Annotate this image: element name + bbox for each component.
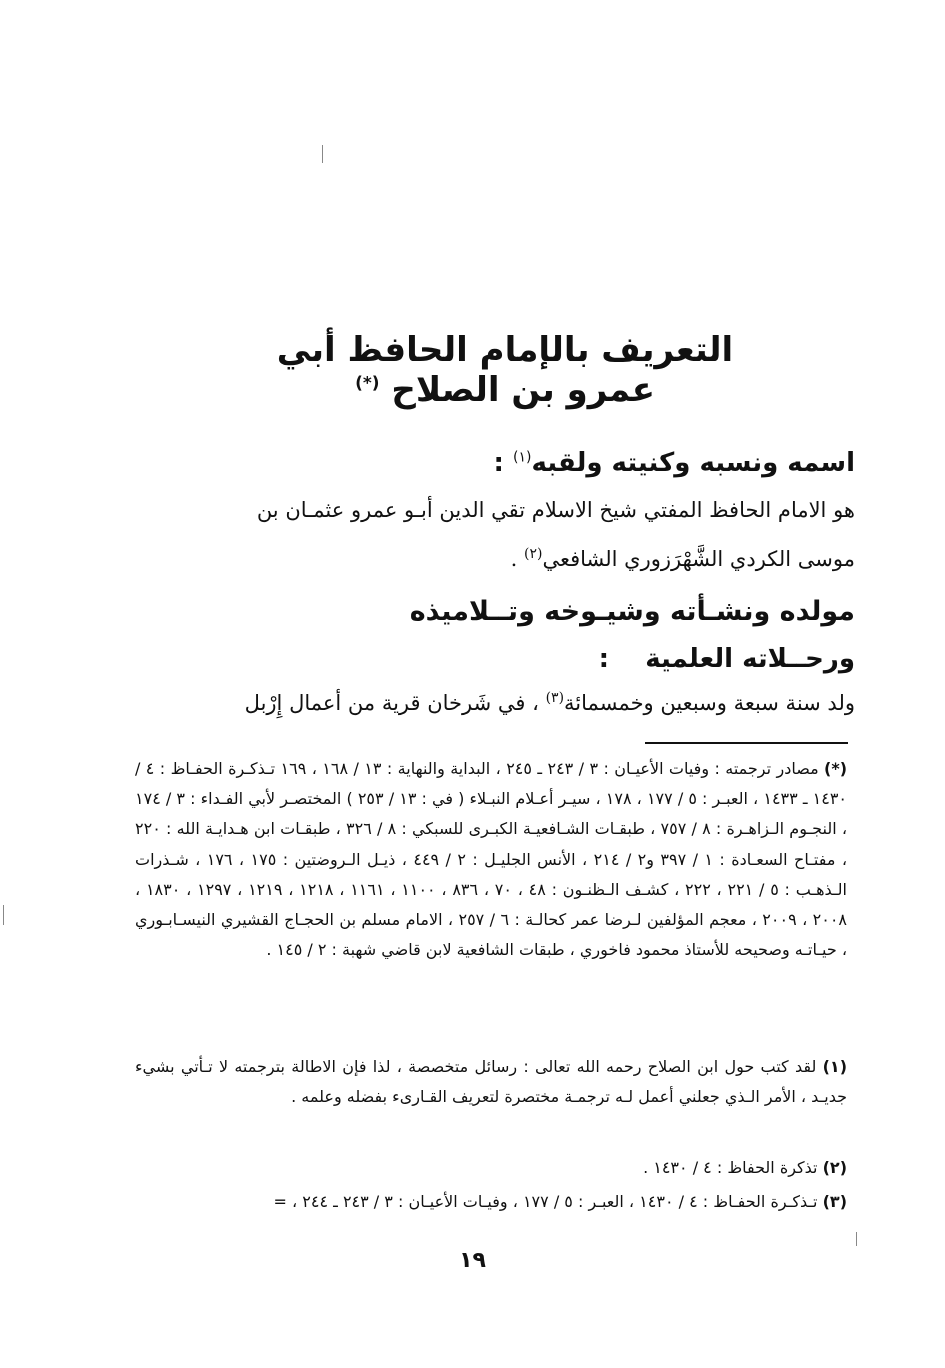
- footnote-marker: (٢): [822, 1158, 847, 1177]
- section-heading-name: [494, 448, 855, 478]
- heading-text: ورحــلاته العلمية: [645, 644, 855, 674]
- line-text: ، في شَرخان قرية من أعمال إِرْبل: [244, 691, 539, 715]
- section-heading-birth-continued: [599, 644, 855, 674]
- footnote-marker: (*): [824, 759, 848, 778]
- footnote-marker: (١): [822, 1057, 847, 1076]
- footnote-ref: (٢): [523, 546, 543, 562]
- footnote-text: لقد كتب حول ابن الصلاح رحمه الله تعالى : رسائل متخصصة ، لذا فإن الاطالة بترجمته لا تـأتي بشيء جديـد ، الأمر الـذي جعلني أعمل لـه ترجمـة مختصرة لتعريف القـارىء بفضله وعلمه .: [135, 1057, 847, 1107]
- line-text: ولد سنة سبعة وسبعين وخمسمائة: [564, 691, 855, 715]
- footnote-text: تذكرة الحفاظ : ٤ / ١٤٣٠ .: [643, 1158, 818, 1177]
- footnote-divider: [645, 742, 848, 744]
- heading-text: اسمه ونسبه وكنيته ولقبه: [531, 448, 855, 478]
- footnote-text: مصادر ترجمته : وفيات الأعيـان : ٣ / ٢٤٣ ـ ٢٤٥ ، البداية والنهاية : ١٣ / ١٦٨ ، ١٦٩ تـذكـرة الحفـاظ : ٤ / ١٤٣٠ ـ ١٤٣٣ ، العبـر : ٥ / ١٧٧ ، ١٧٨ ، سيـر أعـلام النبـلاء ( في : ١٣ / ٢٥٣ ) المختصـر لأبي الفـداء : ٣ / ١٧٤ ، النجـوم الـزاهـرة : ٨ / ٧٥٧ ، طبقـات الشـافعيـة الكبـرى للسبكي : ٨ / ٣٢٦ ، طبقـات ابن هـدايـة الله : ٢٢٠ ، مفتـاح السعـادة : ١ / ٣٩٧ و٢ / ٢١٤ ، الأنس الجليـل : ٢ / ٤٤٩ ، ذيـل الـروضتين : ١٧٥ ، ١٧٦ ، شـذرات الـذهـب : ٥ / ٢٢١ ، ٢٢٢ ، كشـف الـظنـون : ٤٨ ، ٧٠ ، ٨٣٦ ، ١١٠٠ ، ١١٦١ ، ١٢١٨ ، ١٢١٩ ، ١٢٩٧ ، ١٨٣٠ ، ٢٠٠٨ ، ٢٠٠٩ ، معجم المؤلفين لـرضا عمر كحالـة : ٦ / ٢٥٧ ، الامام مسلم بن الحجـاج القشيري النيسـابـوري ، حيـاتـه وصحيحه للأستاذ محمود فاخوري ، طبقات الشافعية لابن قاضي شهبة : ٢ / ١٤٥ .: [135, 759, 848, 960]
- footnote-ref: (١): [513, 449, 532, 466]
- heading-colon: :: [493, 448, 504, 478]
- footnote-sources: [135, 754, 847, 1044]
- scan-mark: [322, 145, 323, 163]
- paragraph-line: هو الامام الحافظ المفتي شيخ الاسلام تقي الدين أبـو عمرو عثمـان بن: [256, 498, 855, 522]
- footnote-marker: (٣): [822, 1192, 847, 1211]
- line-end: .: [510, 547, 518, 571]
- scan-mark: [3, 905, 4, 925]
- paragraph-line: [155, 690, 855, 715]
- page-title: [250, 330, 760, 410]
- footnote-1: [135, 1052, 847, 1112]
- scan-mark: [856, 1232, 857, 1246]
- footnote-ref: (٣): [545, 690, 565, 706]
- title-footnote-mark: (*): [355, 373, 380, 394]
- section-heading-birth: مولده ونشـأته وشيـوخه وتــلاميذه: [409, 596, 855, 627]
- page-number: ١٩: [459, 1248, 486, 1273]
- paragraph-line: [155, 546, 855, 571]
- line-text: موسى الكردي الشَّهْرَزوري الشافعي: [542, 547, 855, 571]
- footnote-text: تـذكـرة الحفـاظ : ٤ / ١٤٣٠ ، العبـر : ٥ / ١٧٧ ، وفيـات الأعيـان : ٣ / ٢٤٣ ـ ٢٤٤ ، =: [273, 1192, 818, 1211]
- title-text: التعريف بالإمام الحافظ أبي عمرو بن الصلاح: [276, 330, 734, 410]
- heading-colon: :: [598, 644, 610, 674]
- footnote-3: [135, 1187, 847, 1217]
- footnote-2: [135, 1153, 847, 1183]
